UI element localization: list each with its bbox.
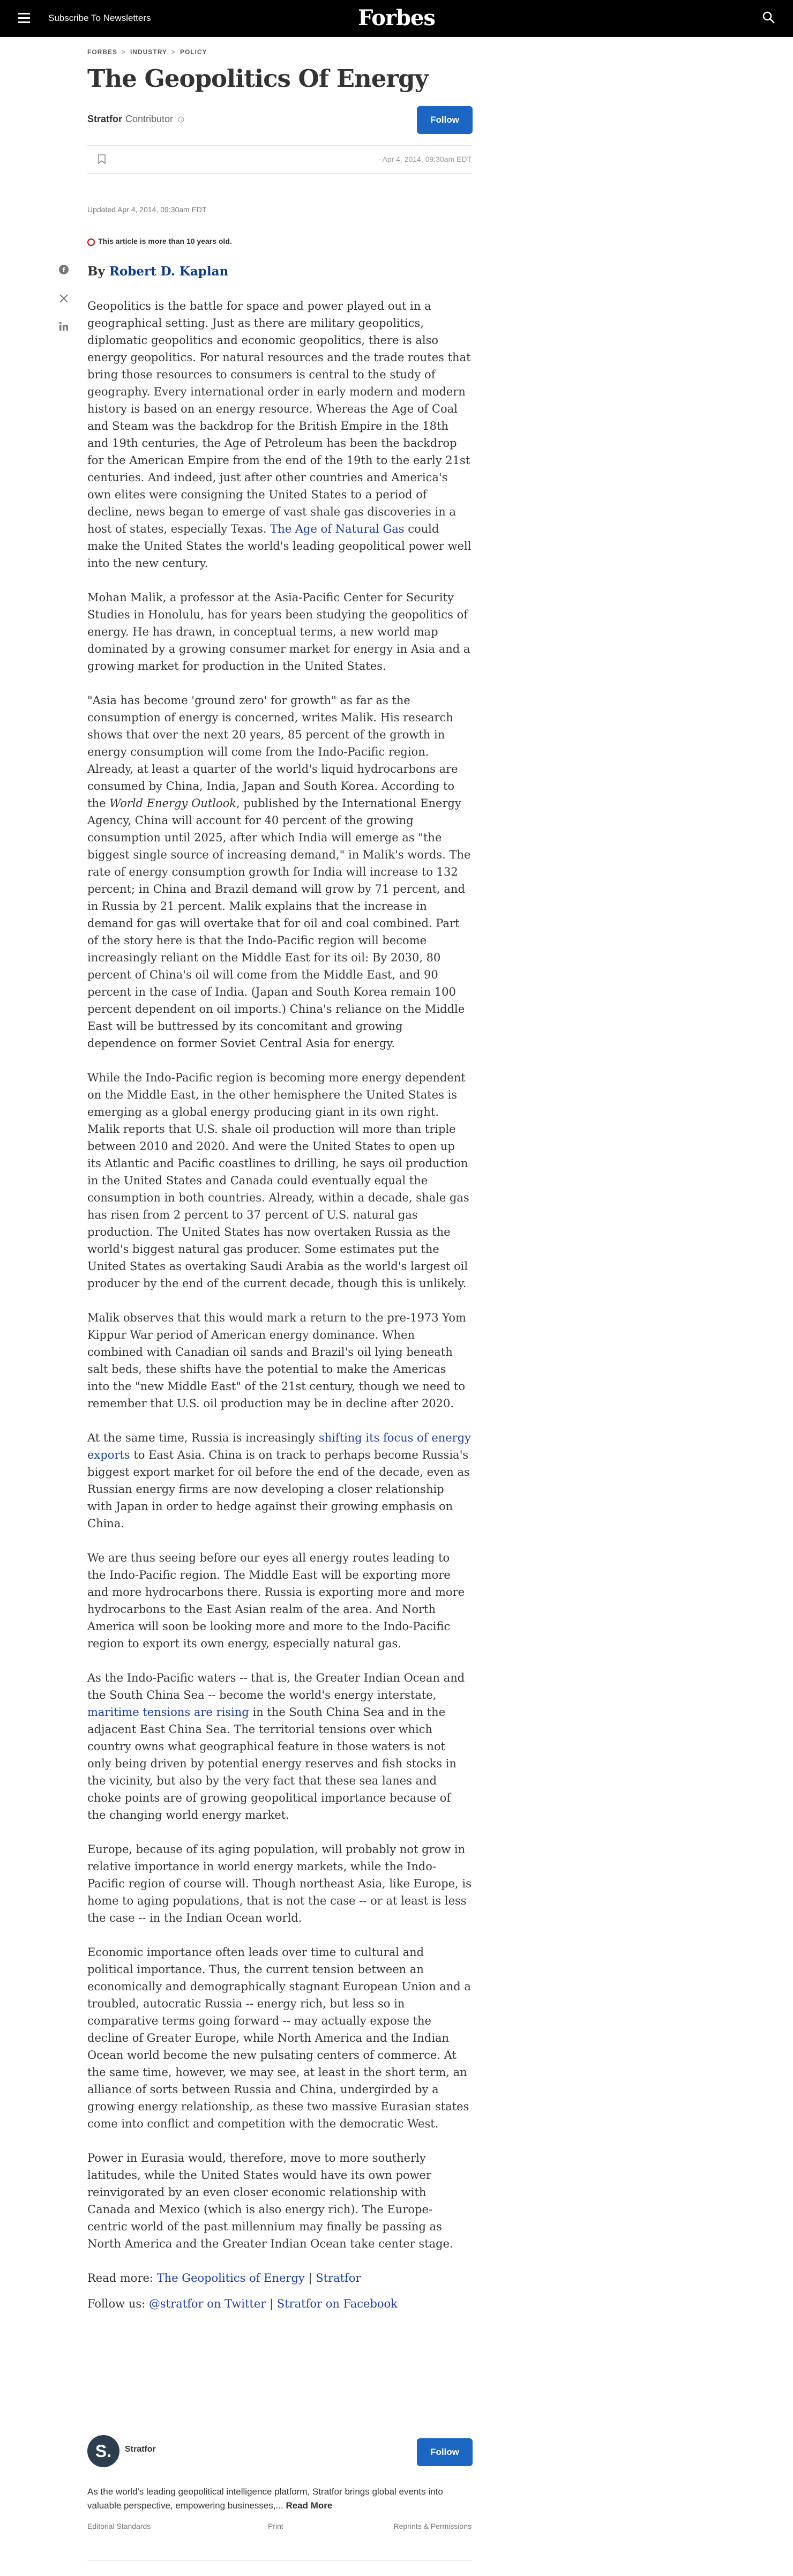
paragraph-text: to East Asia. China is on track to perhaps become Russia's biggest export market for oil before the end of the decade, even as Russian energy firms are now developing a closer relationship with Japan in order to hedge against their growing emphasis on China. xyxy=(87,1448,470,1530)
follow-button[interactable]: Follow xyxy=(417,106,473,134)
author-role: Contributor xyxy=(125,114,174,124)
paragraph: While the Indo-Pacific region is becoming more energy dependent on the Middle East, in the other hemisphere the United States is emerging as a global energy producing giant in its own right. Malik reports that U.S. shale oil production will more than triple between 2010 and 2020. And were the United States to open up its Atlantic and Pacific coastlines to drilling, he says oil production in the United States and Canada could eventually equal the consumption in both countries. Already, within a decade, shale gas has risen from 2 percent to 37 percent of U.S. natural gas production. The United States has now overtaken Russia as the world's biggest natural gas producer. Some estimates put the United States as overtaking Saudi Arabia as the world's largest oil producer by the end of the current decade, though this is unlikely. xyxy=(87,1071,469,1290)
separator: | xyxy=(270,2297,274,2310)
author-name[interactable]: Stratfor xyxy=(87,114,123,124)
forbes-logo[interactable]: Forbes xyxy=(358,5,435,31)
paragraph-text: in the South China Sea and in the adjacent East China Sea. The territorial tensions over which country owns what geographical feature in those waters is not only being driven by potential energy reserves and fish stocks in the vicinity, but also by the very fact that these sea lanes and choke points are of growing geopolitical importance because of the changing world energy market. xyxy=(87,1706,457,1821)
paragraph: Mohan Malik, a professor at the Asia-Pacific Center for Security Studies in Honolulu, has for years been studying the geopolitics of energy. He has drawn, in conceptual terms, a new world map dominated by a growing consumer market for energy in Asia and a growing market for production in the United States. xyxy=(87,591,470,673)
old-article-notice xyxy=(87,237,232,246)
paragraph: Power in Eurasia would, therefore, move to more southerly latitudes, while the United States would have its own power reinvigorated by an even closer economic relationship with Canada and Mexico (which is also energy rich). The Europe-centric world of the past millennium may finally be passing as North America and the Greater Indian Ocean take center stage. xyxy=(87,2152,453,2250)
editorial-standards-link[interactable]: Editorial Standards xyxy=(87,2522,151,2530)
page-title: The Geopolitics Of Energy xyxy=(87,64,428,93)
divider xyxy=(87,2560,472,2561)
linkedin-share-icon[interactable] xyxy=(59,322,69,331)
article-body xyxy=(87,297,472,2329)
info-icon[interactable] xyxy=(178,116,184,123)
byline-prefix: By xyxy=(87,264,105,279)
paragraph-text: , published by the International Energy Agency, China will account for 40 percent of the growing consumption until 2025, after which India will emerge as "the biggest single source of increasing demand," in Malik's words. The rate of energy consumption growth for India will increase to 132 percent; in China and Brazil demand will grow by 71 percent, and in Russia by 21 percent. Malik explains that the increase in demand for gas will overtake that for oil and coal combined. Part of the story here is that the Indo-Pacific region will become increasingly reliant on the Middle East for its oil: By 2030, 80 percent of China's oil will come from the Middle East, and 90 percent in the case of India. (Japan and South Korea remain 100 percent dependent on oil imports.) China's reliance on the Middle East will be buttressed by its concomitant and growing dependence on former Soviet Central Asia for energy. xyxy=(87,797,471,1050)
clock-icon xyxy=(87,238,95,246)
read-more-bio-link[interactable]: Read More xyxy=(286,2500,333,2511)
facebook-share-icon[interactable] xyxy=(59,265,69,274)
facebook-link[interactable]: Stratfor on Facebook xyxy=(276,2297,398,2310)
paragraph-text: At the same time, Russia is increasingly xyxy=(87,1431,316,1444)
subscribe-newsletters-link[interactable]: Subscribe To Newsletters xyxy=(48,13,151,23)
byline xyxy=(87,264,228,279)
paragraph xyxy=(87,1669,472,1824)
paragraph xyxy=(87,1429,472,1532)
paragraph-text: Geopolitics is the battle for space and power played out in a geographical setting. Just as there are military geopolitics, diplomatic geopolitics and economic geopolitics, there is also energy geopolitics. For natural resources and the trade routes that bring those resources to consumers is central to the study of geography. Every international order in early modern and modern history is based on an energy resource. Whereas the Age of Coal and Steam was the backdrop for the British Empire in the 18th and 19th centuries, the Age of Petroleum has been the backdrop for the American Empire from the end of the 19th to the early 21st centuries. And indeed, just after other countries and America's own elites were consigning the United States to a period of decline, news began to emerge of vast shale gas discoveries in a host of states, especially Texas. xyxy=(87,300,471,535)
breadcrumb-item-policy[interactable]: POLICY xyxy=(179,48,207,56)
reprints-permissions-link[interactable]: Reprints & Permissions xyxy=(393,2522,472,2530)
byline-author-link[interactable]: Robert D. Kaplan xyxy=(109,264,229,279)
stratfor-link[interactable]: Stratfor xyxy=(316,2272,361,2284)
author-bio xyxy=(87,2485,472,2513)
updated-date: Updated Apr 4, 2014, 09:30am EDT xyxy=(87,205,207,214)
bookmark-icon[interactable] xyxy=(98,154,106,164)
twitter-link[interactable]: @stratfor on Twitter xyxy=(148,2297,266,2310)
paragraph: We are thus seeing before our eyes all energy routes leading to the Indo-Pacific region. The Middle East will be exporting more and more hydrocarbons there. Russia is exporting more and more hydrocarbons to the East Asian realm of the area. And North America will soon be looking more and more to the Indo-Pacific region to export its own energy, especially natural gas. xyxy=(87,1551,465,1650)
paragraph-text: could make the United States the world's leading geopolitical power well into the new century. xyxy=(87,522,472,570)
inline-link[interactable]: shifting its focus of energy exports xyxy=(87,1431,471,1461)
author-card xyxy=(87,2435,472,2467)
publish-date: · Apr 4, 2014, 09:30am EDT xyxy=(378,155,472,163)
breadcrumb-item-industry[interactable]: INDUSTRY xyxy=(130,48,167,56)
breadcrumb xyxy=(87,48,207,56)
inline-link[interactable]: The Age of Natural Gas xyxy=(270,522,405,535)
print-link[interactable]: Print xyxy=(268,2522,283,2530)
breadcrumb-item-forbes[interactable]: FORBES xyxy=(87,48,118,56)
avatar[interactable]: S. xyxy=(87,2435,119,2467)
paragraph: Europe, because of its aging population, will probably not grow in relative importance in world energy markets, while the Indo-Pacific region of course will. Though northeast Asia, like Europe, is home to aging populations, that is not the case -- or at least is less the case -- in the Indian Ocean world. xyxy=(87,1843,472,1924)
paragraph: Malik observes that this would mark a return to the pre-1973 Yom Kippur War period of American energy dominance. When combined with Canadian oil sands and Brazil's oil lying beneath salt beds, these shifts have the potential to make the Americas into the "new Middle East" of the 21st century, though we need to remember that U.S. oil production may be in decline after 2020. xyxy=(87,1311,466,1410)
inline-link[interactable]: maritime tensions are rising xyxy=(87,1706,249,1719)
follow-us-prefix: Follow us: xyxy=(87,2297,146,2310)
article-meta-bar xyxy=(87,145,472,174)
paragraph xyxy=(87,692,472,1052)
paragraph: Economic importance often leads over time to cultural and political importance. Thus, the current tension between an economically and demographically stagnant European Union and a troubled, autocratic Russia -- energy rich, but less so in comparative terms going forward -- may actually expose the decline of Greater Europe, while North America and the Indian Ocean world become the new pulsating centers of commerce. At the same time, however, we may see, at least in the short term, an alliance of sorts between Russia and China, undergirded by a growing energy relationship, as these two massive Eurasian states come into conflict and competition with the democratic West. xyxy=(87,1946,471,2130)
author-card-name[interactable]: Stratfor xyxy=(125,2445,156,2454)
author-card-follow-button[interactable]: Follow xyxy=(417,2438,473,2466)
publish-date-text: Apr 4, 2014, 09:30am EDT xyxy=(382,155,472,163)
breadcrumb-separator: > xyxy=(171,48,176,56)
read-more-prefix: Read more: xyxy=(87,2272,153,2284)
italic-text: World Energy Outlook xyxy=(109,797,236,810)
paragraph-text: "Asia has become 'ground zero' for growth" as far as the consumption of energy is concerned, writes Malik. His research shows that over the next 20 years, 85 percent of the growth in energy consumption will come from the Indo-Pacific region. Already, at least a quarter of the world's liquid hydrocarbons are consumed by China, India, Japan and South Korea. According to the xyxy=(87,694,458,810)
read-more-link[interactable]: The Geopolitics of Energy xyxy=(156,2272,305,2284)
separator: | xyxy=(308,2272,312,2284)
x-share-icon[interactable] xyxy=(59,294,69,303)
follow-us-line xyxy=(87,2295,472,2312)
old-article-notice-text: This article is more than 10 years old. xyxy=(98,237,232,245)
paragraph xyxy=(87,297,472,572)
read-more-line xyxy=(87,2269,472,2287)
author-row xyxy=(87,114,184,125)
paragraph-text: As the Indo-Pacific waters -- that is, the Greater Indian Ocean and the South China Sea -- become the world's energy interstate, xyxy=(87,1671,465,1701)
search-icon[interactable] xyxy=(762,11,776,25)
top-navigation-bar xyxy=(0,0,793,37)
breadcrumb-separator: > xyxy=(122,48,126,56)
author-bio-text: As the world's leading geopolitical intelligence platform, Stratfor brings global events into valuable perspective, empowering businesses,... xyxy=(87,2487,443,2511)
